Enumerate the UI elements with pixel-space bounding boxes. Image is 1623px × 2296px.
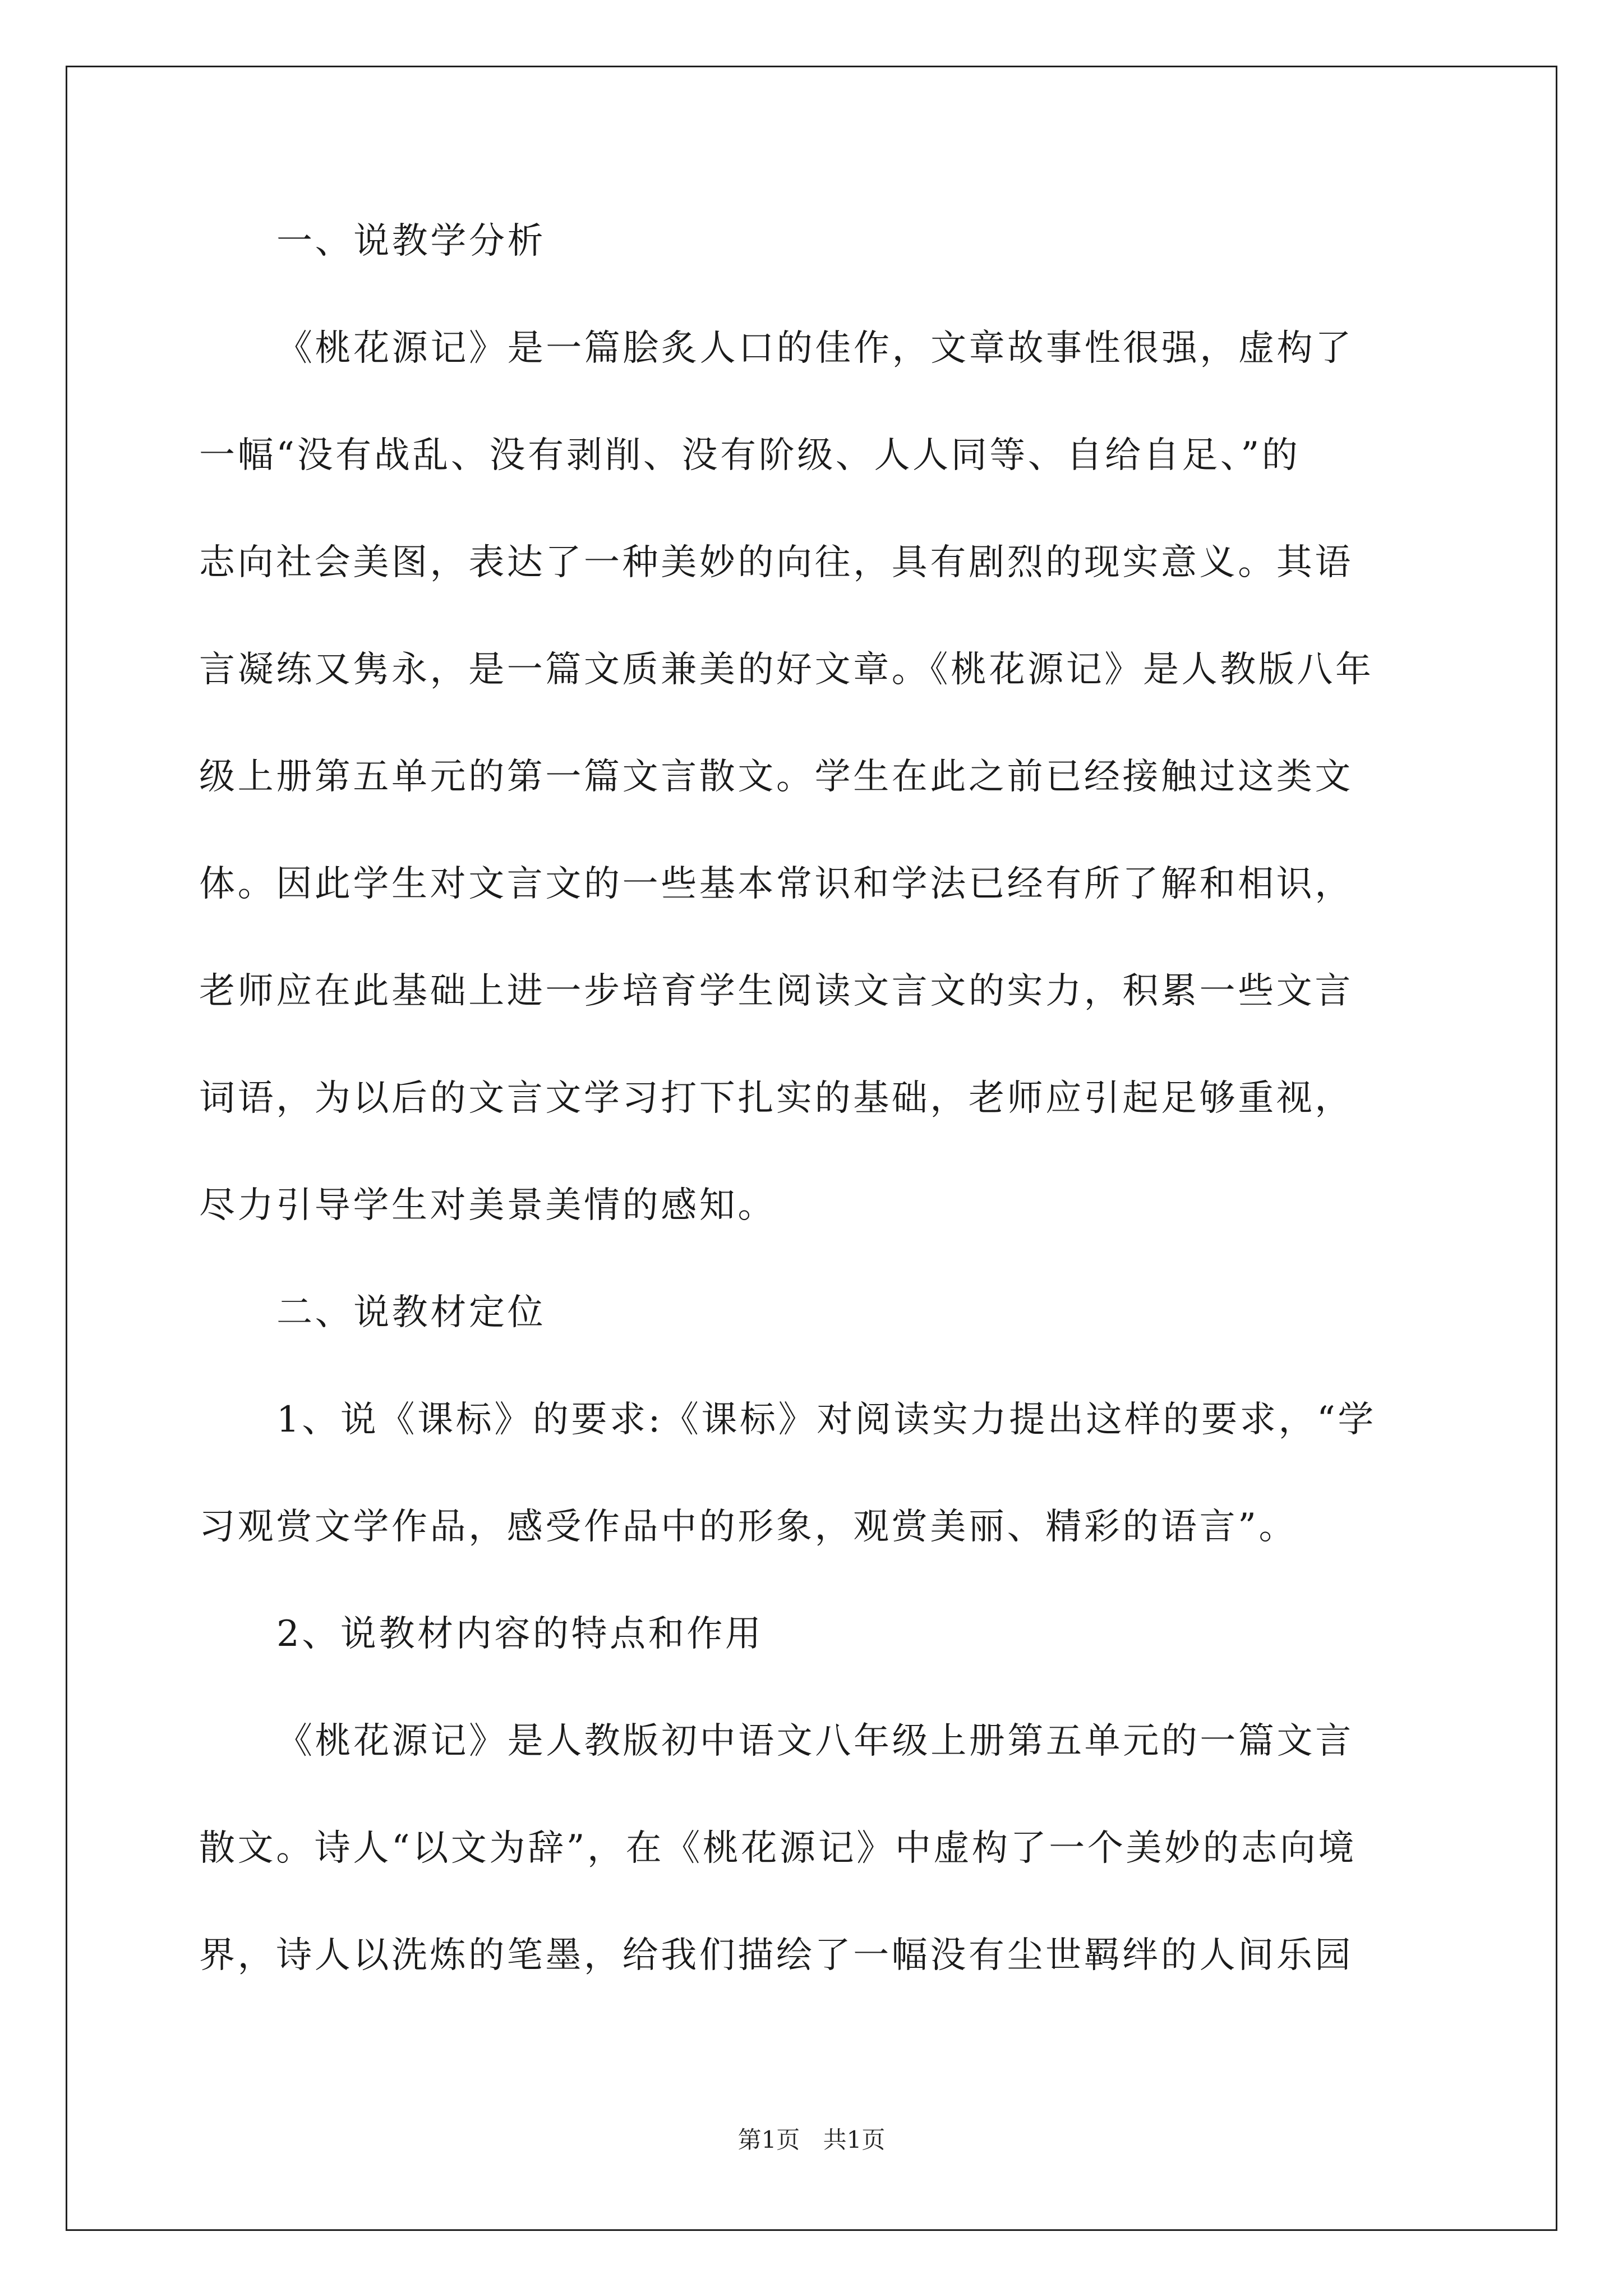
section-heading: 一、说教学分析 bbox=[276, 220, 546, 262]
paragraph-line: 尽力引导学生对美景美情的感知。 bbox=[199, 1185, 776, 1226]
paragraph-line: 界，诗人以洗炼的笔墨，给我们描绘了一幅没有尘世羁绊的人间乐园 bbox=[199, 1935, 1353, 1976]
page-footer bbox=[0, 2126, 1623, 2154]
paragraph-line: 《桃花源记》是人教版初中语文八年级上册第五单元的一篇文言 bbox=[276, 1720, 1354, 1762]
paragraph-line: 词语，为以后的文言文学习打下扎实的基础，老师应引起足够重视， bbox=[199, 1078, 1353, 1119]
page-number-total: 共1页 bbox=[823, 2126, 886, 2154]
document-body bbox=[199, 219, 1438, 2040]
paragraph-line: 一幅“没有战乱、没有剥削、没有阶级、人人同等、自给自足、”的 bbox=[199, 435, 1301, 476]
page-number-current: 第1页 bbox=[737, 2126, 800, 2154]
paragraph-line: 老师应在此基础上进一步培育学生阅读文言文的实力，积累一些文言 bbox=[199, 970, 1353, 1012]
paragraph-line: 习观赏文学作品，感受作品中的形象，观赏美丽、精彩的语言”。 bbox=[199, 1506, 1298, 1548]
paragraph-line: 志向社会美图，表达了一种美妙的向往，具有剧烈的现实意义。其语 bbox=[199, 542, 1353, 583]
section-heading: 二、说教材定位 bbox=[276, 1292, 546, 1333]
subsection-heading: 2、说教材内容的特点和作用 bbox=[276, 1613, 764, 1655]
paragraph-line: 言凝练又隽永，是一篇文质兼美的好文章。《桃花源记》是人教版八年 bbox=[199, 649, 1374, 691]
paragraph-line: 《桃花源记》是一篇脍炙人口的佳作，文章故事性很强，虚构了 bbox=[276, 328, 1354, 369]
paragraph-line: 散文。诗人“以文为辞”，在《桃花源记》中虚构了一个美妙的志向境 bbox=[199, 1828, 1357, 1869]
paragraph-line: 体。因此学生对文言文的一些基本常识和学法已经有所了解和相识， bbox=[199, 863, 1353, 905]
paragraph-line: 级上册第五单元的第一篇文言散文。学生在此之前已经接触过这类文 bbox=[199, 756, 1353, 798]
paragraph-line: 1、说《课标》的要求:《课标》对阅读实力提出这样的要求，“学 bbox=[276, 1399, 1376, 1441]
